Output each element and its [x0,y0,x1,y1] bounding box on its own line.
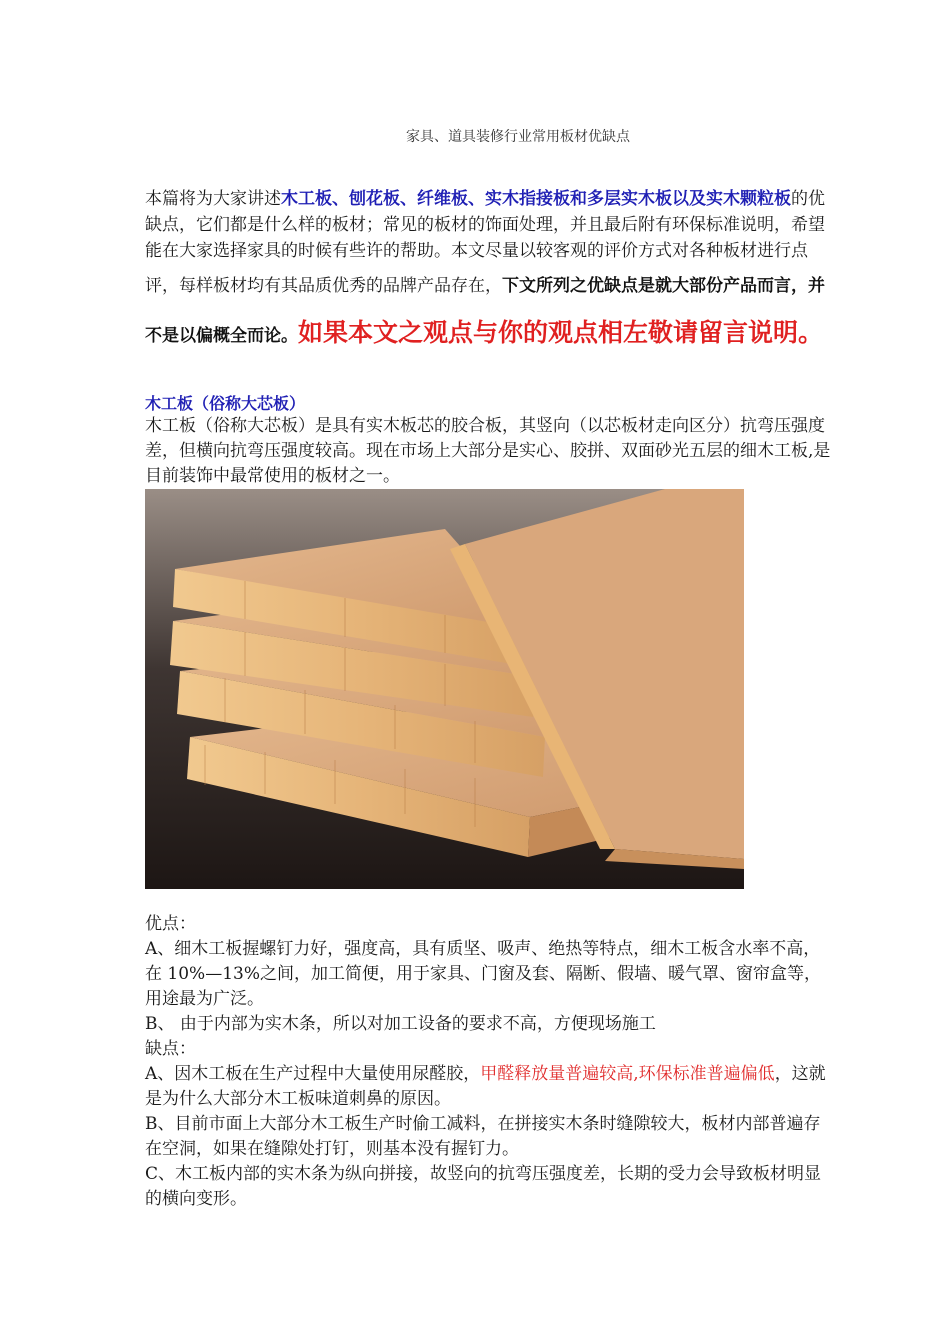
intro-text-2: 的优缺点，它们都是什么样的板材；常见的板材的饰面处理，并且最后附有环保标准说明，希望能在大家选择家具的时候有些许的帮助。本文尽量以较客观的评价方式对各种板材进行点评，每样板材均有其品质优秀的品牌产品存在， [145,189,825,296]
cons-item-c: C、木工板内部的实木条为纵向拼接，故竖向的抗弯压强度差，长期的受力会导致板材明显的横向变形。 [145,1164,822,1209]
cons-label: 缺点： [145,1039,196,1059]
intro-disclaimer: 下文所列之优缺点是就大部份产品而言，并不是以偏概全而论。 [145,276,825,346]
cons-item-b: B、目前市面上大部分木工板生产时偷工减料，在拼接实木条时缝隙较大，板材内部普遍存在空洞，如果在缝隙处打钉，则基本没有握钉力。 [145,1114,821,1159]
section-title: 木工板（俗称大芯板） [145,394,306,413]
cons-item-a-highlight: 甲醛释放量普遍较高,环保标准普遍偏低 [480,1064,775,1084]
intro-paragraph [145,186,837,358]
intro-comment-request: 如果本文之观点与你的观点相左敬请留言说明。 [298,318,824,347]
pros-label: 优点： [145,914,196,934]
blockboard-photo [145,489,744,889]
intro-board-list: 木工板、刨花板、纤维板、实木指接板和多层实木板以及实木颗粒板 [281,189,791,209]
pros-item-a: A、细木工板握螺钉力好，强度高，具有质坚、吸声、绝热等特点，细木工板含水率不高，在 10%—13%之间，加工简便，用于家具、门窗及套、隔断、假墙、暖气罩、窗帘盒等，用途最为广泛。 [145,939,821,1009]
section-description: 木工板（俗称大芯板）是具有实木板芯的胶合板，其竖向（以芯板材走向区分）抗弯压强度差，但横向抗弯压强度较高。现在市场上大部分是实心、胶拼、双面砂光五层的细木工板,是目前装饰中最常使用的板材之一。 [145,416,831,486]
intro-text-1: 本篇将为大家讲述 [145,189,281,209]
page-header: 家具、道具装修行业常用板材优缺点 [406,129,630,145]
cons-item-a: A、因木工板在生产过程中大量使用尿醛胶，甲醛释放量普遍较高,环保标准普遍偏低，这就是为什么大部分木工板味道刺鼻的原因。 [145,1064,826,1109]
pros-item-b: B、 由于内部为实木条，所以对加工设备的要求不高，方便现场施工 [145,1014,656,1034]
pros-section [145,912,837,1212]
